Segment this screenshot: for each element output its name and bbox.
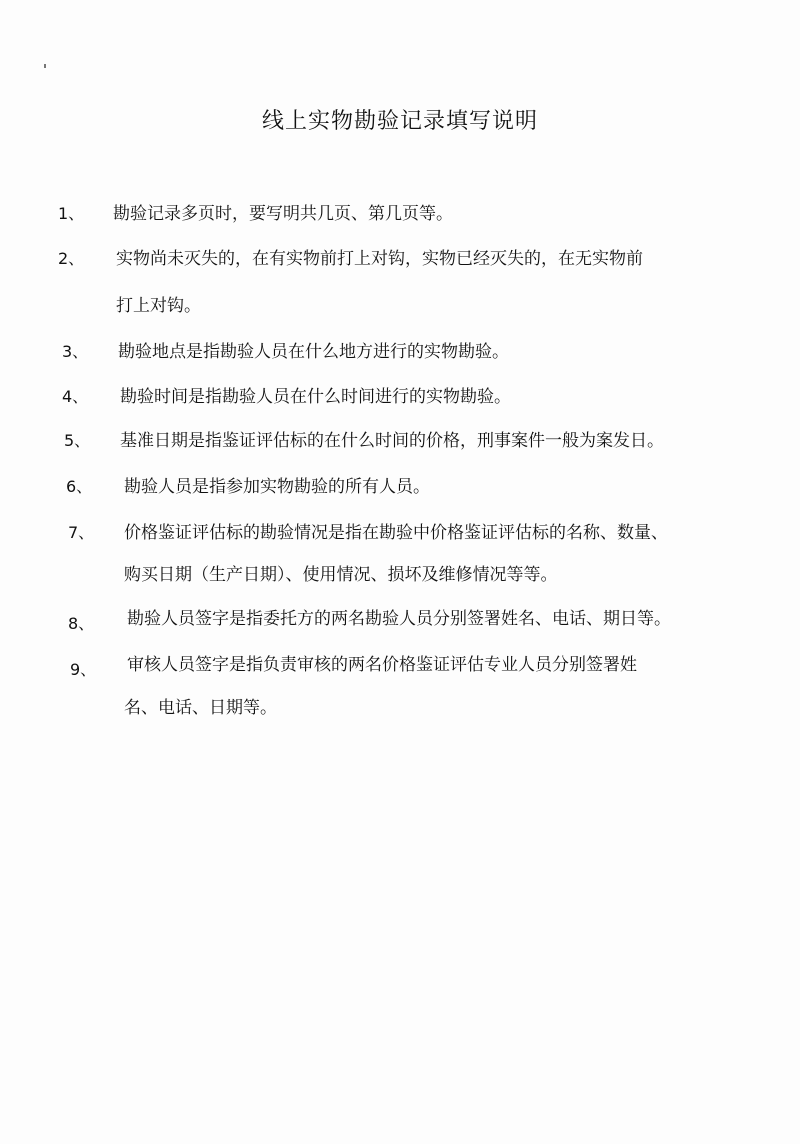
item-9-text-line-1: 审核人员签字是指负责审核的两名价格鉴证评估专业人员分别签署姓 — [127, 655, 637, 675]
item-2-text-line-1: 实物尚未灭失的，在有实物前打上对钩，实物已经灭失的，在无实物前 — [116, 249, 643, 269]
item-2-number: 2、 — [58, 249, 85, 268]
item-3-number: 3、 — [62, 342, 89, 361]
item-1-text: 勘验记录多页时，要写明共几页、第几页等。 — [113, 204, 453, 224]
item-2-text-line-2: 打上对钩。 — [116, 296, 201, 316]
item-8-number: 8、 — [68, 614, 95, 633]
item-7-number: 7、 — [68, 523, 95, 542]
item-7-text-line-2: 购买日期（生产日期）、使用情况、损坏及维修情况等等。 — [124, 565, 558, 585]
item-5-text: 基准日期是指鉴证评估标的在什么时间的价格，刑事案件一般为案发日。 — [120, 431, 664, 451]
scan-speck — [44, 64, 46, 68]
item-6-text: 勘验人员是指参加实物勘验的所有人员。 — [124, 477, 430, 497]
item-8-text: 勘验人员签字是指委托方的两名勘验人员分别签署姓名、电话、期日等。 — [127, 609, 671, 629]
item-1-number: 1、 — [58, 204, 85, 223]
item-7-text-line-1: 价格鉴证评估标的勘验情况是指在勘验中价格鉴证评估标的名称、数量、 — [124, 523, 668, 543]
item-5-number: 5、 — [64, 431, 91, 450]
item-9-text-line-2: 名、电话、日期等。 — [124, 698, 277, 718]
item-6-number: 6、 — [66, 477, 93, 496]
item-9-number: 9、 — [70, 660, 97, 679]
item-4-number: 4、 — [62, 387, 89, 406]
document-title: 线上实物勘验记录填写说明 — [261, 109, 538, 134]
item-4-text: 勘验时间是指勘验人员在什么时间进行的实物勘验。 — [120, 387, 511, 407]
item-3-text: 勘验地点是指勘验人员在什么地方进行的实物勘验。 — [118, 342, 509, 362]
